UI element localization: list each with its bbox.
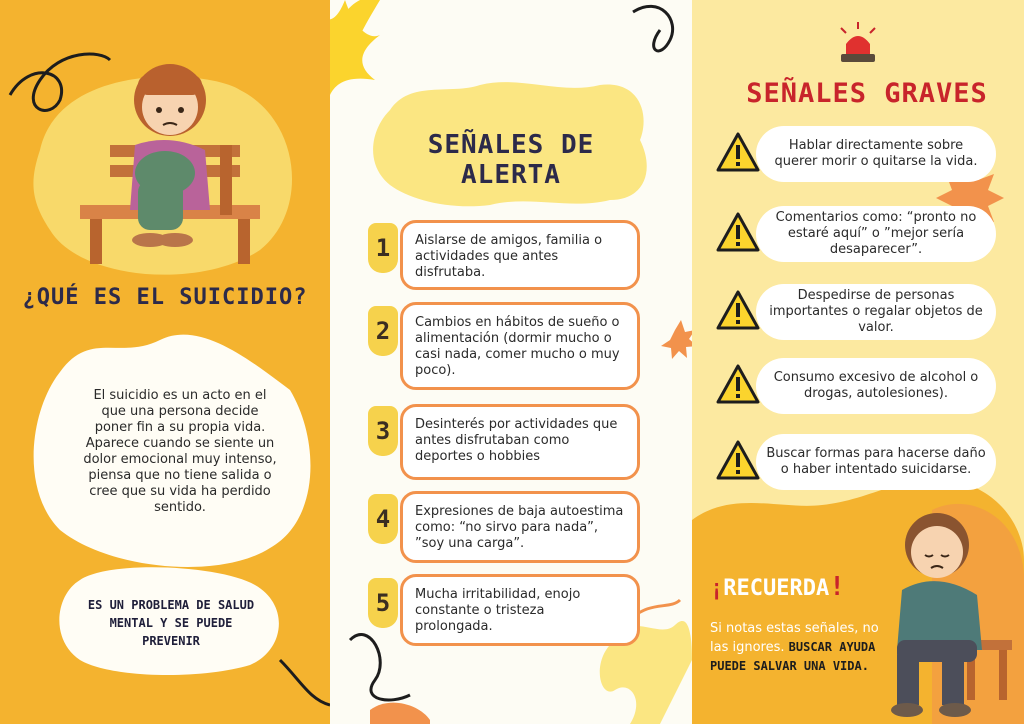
severe-item-1 [716, 126, 976, 182]
exclamation-open: ¡ [710, 576, 724, 601]
remember-message [710, 620, 890, 676]
remember-title: RECUERDA [723, 576, 830, 601]
warning-icon [716, 440, 760, 480]
item-number-5: 5 [368, 578, 398, 628]
item-number-2: 2 [368, 306, 398, 356]
severe-item-2 [716, 206, 976, 262]
suicide-definition: El suicidio es un acto en el que una persona decide poner fin a su propia vida. Aparece cuando se siente un dolor emocional muy intenso, piensa que no tiene salida o cree que su vida ha perdido sentido. [83, 388, 277, 515]
severe-item-3 [716, 284, 983, 340]
warning-icon [716, 290, 760, 330]
alert-item-3: Desinterés por actividades que antes disfrutaban como deportes o hobbies [400, 404, 640, 480]
severe-item-text: Comentarios como: “pronto no estaré aquí” o ”mejor sería desaparecer”. [756, 206, 996, 262]
alert-item-5: Mucha irritabilidad, enojo constante o tristeza prolongada. [400, 574, 640, 646]
remember-text: Si notas estas señales, no las ignores. [710, 621, 879, 655]
warning-icon [716, 132, 760, 172]
prevention-note: ES UN PROBLEMA DE SALUD MENTAL Y SE PUEDE PREVENIR [87, 598, 255, 648]
left-panel [0, 0, 330, 724]
item-number-4: 4 [368, 494, 398, 544]
severe-item-5 [716, 434, 986, 490]
alert-item-2: Cambios en hábitos de sueño o alimentación (dormir mucho o casi nada, comer mucho o muy poco). [400, 302, 640, 390]
severe-item-text: Buscar formas para hacerse daño o haber intentado suicidarse. [756, 434, 996, 490]
item-number-3: 3 [368, 406, 398, 456]
warning-icon [716, 364, 760, 404]
alert-signs-title: SEÑALES DE ALERTA [427, 130, 595, 190]
severe-item-text: Despedirse de personas importantes o regalar objetos de valor. [756, 284, 996, 340]
right-panel [692, 0, 1024, 724]
alert-item-4: Expresiones de baja autoestima como: “no sirvo para nada”, ”soy una carga”. [400, 491, 640, 563]
siren-icon [835, 22, 881, 64]
question-title: ¿QUÉ ES EL SUICIDIO? [22, 285, 308, 310]
severe-item-text: Hablar directamente sobre querer morir o quitarse la vida. [756, 126, 996, 182]
severe-signs-title: SEÑALES GRAVES [746, 78, 988, 109]
sad-girl-illustration [70, 55, 270, 265]
severe-item-4 [716, 358, 979, 414]
exclamation-close: ! [829, 572, 845, 602]
remember-call-to-action: BUSCAR AYUDA PUEDE SALVAR UNA VIDA. [710, 640, 876, 673]
warning-icon [716, 212, 760, 252]
alert-item-1: Aislarse de amigos, familia o actividades que antes disfrutaba. [400, 220, 640, 290]
remember-heading [710, 572, 880, 602]
item-number-1: 1 [368, 223, 398, 273]
severe-item-text: Consumo excesivo de alcohol o drogas, autolesiones). [756, 358, 996, 414]
sad-boy-illustration [887, 500, 1022, 724]
middle-panel [330, 0, 692, 724]
